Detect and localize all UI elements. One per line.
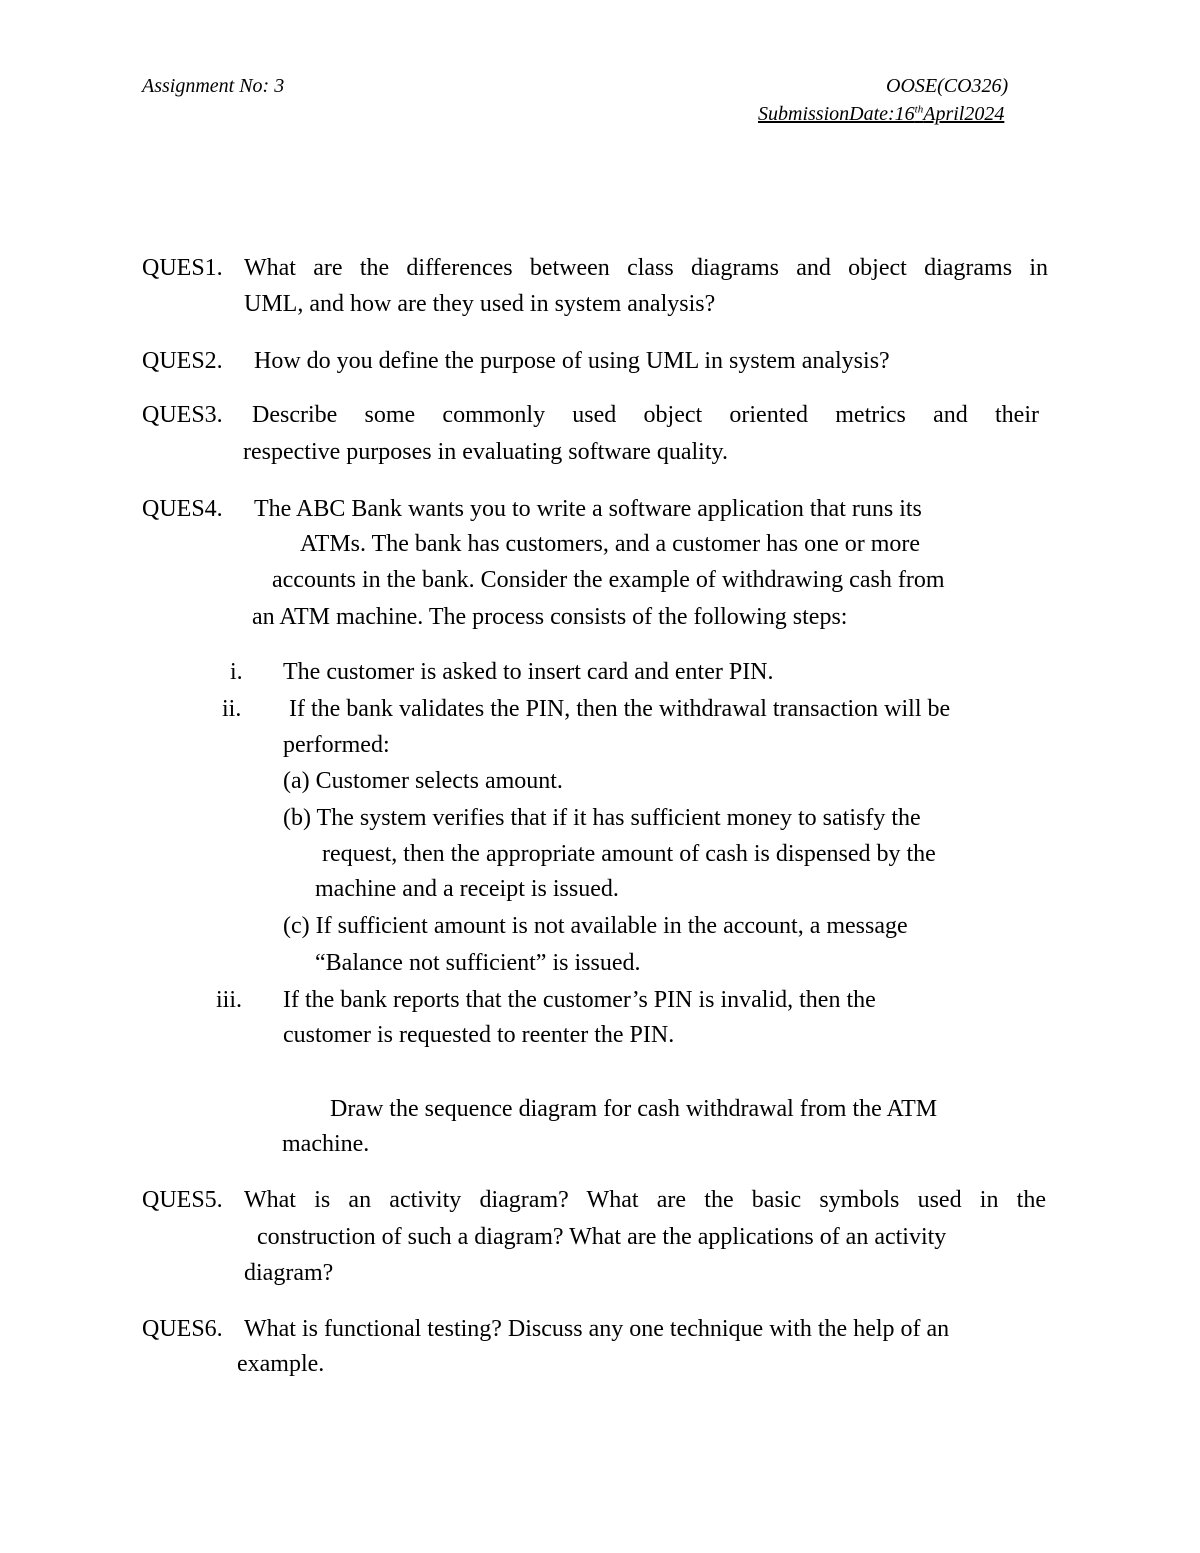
step-i-text: The customer is asked to insert card and enter PIN. xyxy=(283,659,774,685)
question-1-label: QUES1. xyxy=(142,255,223,281)
submission-date xyxy=(758,104,1004,124)
step-ii-text-line-2: performed: xyxy=(283,732,390,758)
substep-b-line-1: (b) The system verifies that if it has sufficient money to satisfy the xyxy=(283,805,921,831)
submission-date-suffix-sup: th xyxy=(914,103,924,116)
question-4-task-line-1: Draw the sequence diagram for cash withdrawal from the ATM xyxy=(330,1096,938,1122)
question-3-line-1: Describe some commonly used object oriented metrics and their xyxy=(252,402,1039,428)
step-iii-text-line-1: If the bank reports that the customer’s PIN is invalid, then the xyxy=(283,987,876,1013)
question-4-task-line-2: machine. xyxy=(282,1131,370,1157)
question-4-intro-line-3: accounts in the bank. Consider the example of withdrawing cash from xyxy=(272,567,945,593)
question-6-line-2: example. xyxy=(237,1351,325,1377)
question-2-label: QUES2. xyxy=(142,348,223,374)
question-5-line-3: diagram? xyxy=(244,1260,334,1286)
substep-a-line-1: (a) Customer selects amount. xyxy=(283,768,563,794)
step-number-ii: ii. xyxy=(222,696,242,722)
substep-c-line-1: (c) If sufficient amount is not available in the account, a message xyxy=(283,913,908,939)
question-2-line-1: How do you define the purpose of using UML in system analysis? xyxy=(254,348,890,374)
question-5-label: QUES5. xyxy=(142,1187,223,1213)
question-4-intro-line-1: The ABC Bank wants you to write a software application that runs its xyxy=(254,496,922,522)
substep-c-line-2: “Balance not sufficient” is issued. xyxy=(315,950,641,976)
course-code: OOSE(CO326) xyxy=(886,75,1009,97)
question-3-label: QUES3. xyxy=(142,402,223,428)
question-4-intro-line-4: an ATM machine. The process consists of the following steps: xyxy=(252,604,848,630)
question-6-line-1: What is functional testing? Discuss any one technique with the help of an xyxy=(244,1316,950,1342)
question-5-line-1: What is an activity diagram? What are the basic symbols used in the xyxy=(244,1187,1046,1213)
question-6-label: QUES6. xyxy=(142,1316,223,1342)
step-number-iii: iii. xyxy=(216,987,243,1013)
question-5-line-2: construction of such a diagram? What are the applications of an activity xyxy=(257,1224,947,1250)
submission-date-prefix: SubmissionDate:16 xyxy=(758,103,915,125)
submission-date-month-year: April2024 xyxy=(923,103,1005,125)
question-4-intro-line-2: ATMs. The bank has customers, and a customer has one or more xyxy=(300,531,921,557)
substep-b-line-3: machine and a receipt is issued. xyxy=(315,876,619,902)
question-1-line-2: UML, and how are they used in system analysis? xyxy=(244,291,716,317)
question-3-line-2: respective purposes in evaluating software quality. xyxy=(243,439,728,465)
assignment-number: Assignment No: 3 xyxy=(142,75,285,97)
step-iii-text-line-2: customer is requested to reenter the PIN. xyxy=(283,1022,675,1048)
step-number-i: i. xyxy=(230,659,243,685)
step-ii-text-line-1: If the bank validates the PIN, then the withdrawal transaction will be xyxy=(289,696,951,722)
question-1-line-1: What are the differences between class diagrams and object diagrams in xyxy=(244,255,1048,281)
substep-b-line-2: request, then the appropriate amount of cash is dispensed by the xyxy=(322,841,936,867)
question-4-label: QUES4. xyxy=(142,496,223,522)
